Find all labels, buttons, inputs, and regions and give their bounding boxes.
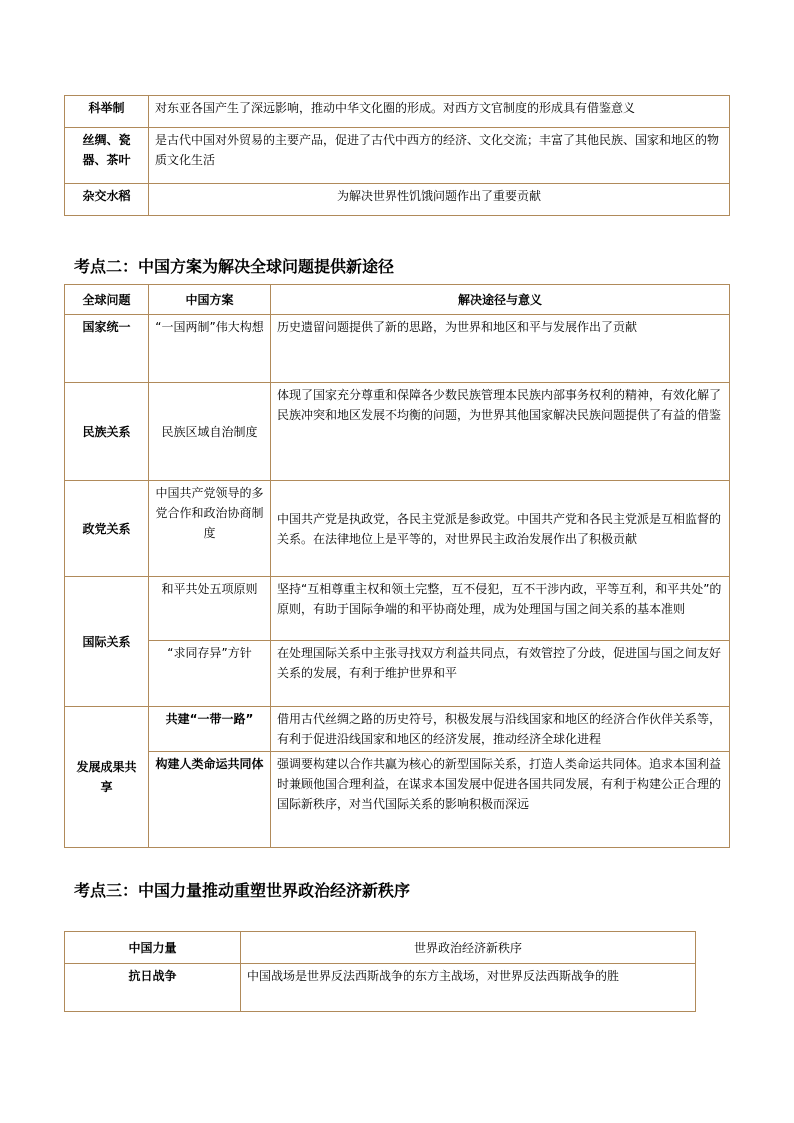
row-label: 科举制	[65, 96, 149, 128]
force-cell: 抗日战争	[65, 964, 241, 1012]
problem-cell: 国际关系	[65, 577, 149, 707]
column-header: 解决途径与意义	[271, 285, 730, 315]
contribution-table	[64, 95, 730, 216]
table-row	[65, 128, 730, 184]
meaning-cell: 在处理国际关系中主张寻找双方利益共同点，有效管控了分歧，促进国与国之间友好关系的发展，有利于维护世界和平	[271, 641, 730, 707]
plan-cell: “求同存异”方针	[149, 641, 271, 707]
table-row	[65, 964, 696, 1012]
meaning-cell: 中国共产党是执政党，各民主党派是参政党。中国共产党和各民主党派是互相监督的关系。在法律地位上是平等的，对世界民主政治发展作出了积极贡献	[271, 481, 730, 577]
row-label: 丝绸、瓷器、茶叶	[65, 128, 149, 184]
meaning-cell: 借用古代丝绸之路的历史符号，积极发展与沿线国家和地区的经济合作伙伴关系等，有利于促进沿线国家和地区的经济发展，推动经济全球化进程	[271, 707, 730, 752]
table-row	[65, 383, 730, 481]
china-force-table	[64, 931, 696, 1012]
row-text: 为解决世界性饥饿问题作出了重要贡献	[149, 184, 730, 216]
table-row	[65, 577, 730, 641]
row-label: 杂交水稻	[65, 184, 149, 216]
table-row	[65, 481, 730, 577]
china-plan-table	[64, 284, 730, 848]
row-text: 是古代中国对外贸易的主要产品，促进了古代中西方的经济、文化交流；丰富了其他民族、国家和地区的物质文化生活	[149, 128, 730, 184]
table-row	[65, 96, 730, 128]
plan-cell: 构建人类命运共同体	[149, 752, 271, 848]
meaning-cell: 坚持“互相尊重主权和领土完整，互不侵犯，互不干涉内政，平等互利，和平共处”的原则，有助于国际争端的和平协商处理，成为处理国与国之间关系的基本准则	[271, 577, 730, 641]
table-row	[65, 752, 730, 848]
plan-cell: 和平共处五项原则	[149, 577, 271, 641]
problem-cell: 政党关系	[65, 481, 149, 577]
plan-cell: 共建“一带一路”	[149, 707, 271, 752]
table-header-row	[65, 285, 730, 315]
meaning-cell: 强调要构建以合作共赢为核心的新型国际关系，打造人类命运共同体。追求本国利益时兼顾他国合理利益，在谋求本国发展中促进各国共同发展，有利于构建公正合理的国际新秩序，对当代国际关系的影响积极而深远	[271, 752, 730, 848]
column-header: 世界政治经济新秩序	[241, 932, 696, 964]
meaning-cell: 历史遗留问题提供了新的思路，为世界和地区和平与发展作出了贡献	[271, 315, 730, 383]
section-heading: 考点二：中国方案为解决全球问题提供新途径	[74, 257, 395, 276]
table-row	[65, 641, 730, 707]
section-heading: 考点三：中国力量推动重塑世界政治经济新秩序	[74, 881, 411, 900]
plan-cell: 中国共产党领导的多党合作和政治协商制度	[149, 481, 271, 577]
plan-cell: 民族区域自治制度	[149, 383, 271, 481]
problem-cell: 国家统一	[65, 315, 149, 383]
table-header-row	[65, 932, 696, 964]
table-row	[65, 707, 730, 752]
column-header: 中国方案	[149, 285, 271, 315]
table-row	[65, 315, 730, 383]
problem-cell: 发展成果共享	[65, 707, 149, 848]
column-header: 中国力量	[65, 932, 241, 964]
table-row	[65, 184, 730, 216]
row-text: 对东亚各国产生了深远影响，推动中华文化圈的形成。对西方文官制度的形成具有借鉴意义	[149, 96, 730, 128]
problem-cell: 民族关系	[65, 383, 149, 481]
meaning-cell: 体现了国家充分尊重和保障各少数民族管理本民族内部事务权利的精神，有效化解了民族冲突和地区发展不均衡的问题，为世界其他国家解决民族问题提供了有益的借鉴	[271, 383, 730, 481]
plan-cell: “一国两制”伟大构想	[149, 315, 271, 383]
order-cell: 中国战场是世界反法西斯战争的东方主战场，对世界反法西斯战争的胜	[241, 964, 696, 1012]
column-header: 全球问题	[65, 285, 149, 315]
